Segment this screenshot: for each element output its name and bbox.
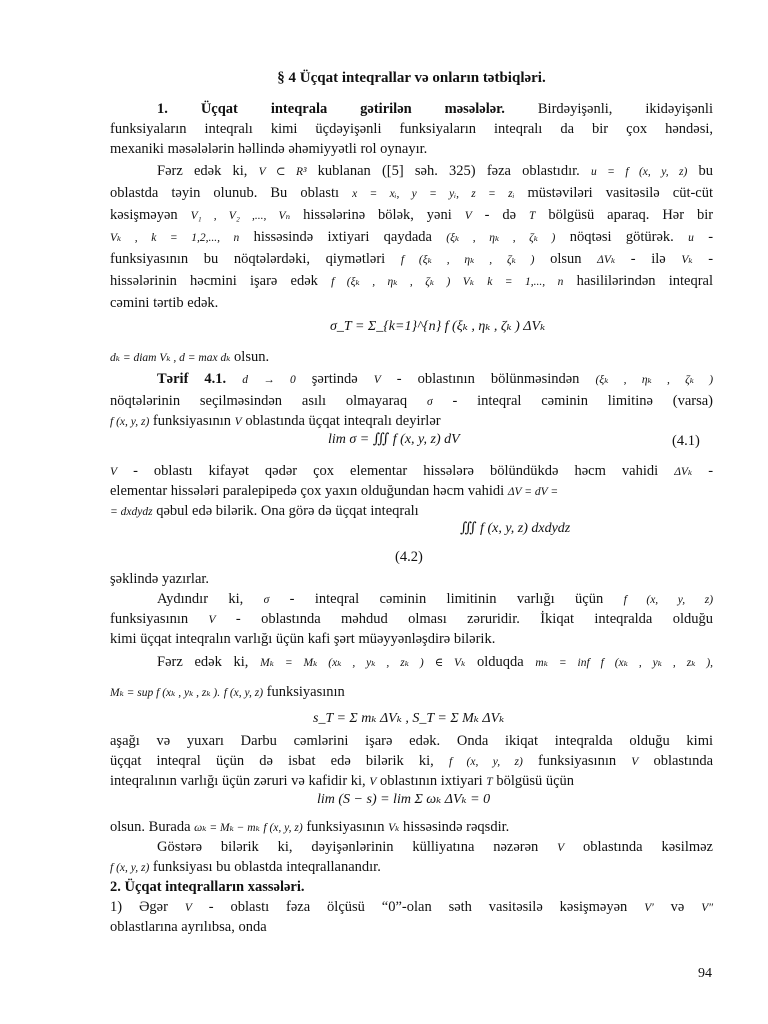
paragraph-line: mexaniki məsələlərin həllində əhəmiyyətli rol oynayır. bbox=[110, 141, 428, 157]
paragraph-line: f (x, y, z) funksiyasının V oblastında üçqat inteqralı deyirlər bbox=[110, 413, 441, 429]
paragraph-line: şəklində yazırlar. bbox=[110, 571, 210, 587]
paragraph-line: Göstərə bilərik ki, dəyişənlərinin külliyatına nəzərən V oblastında kəsilməz bbox=[157, 839, 713, 855]
math-inline: V ⊂ R³ bbox=[258, 166, 307, 178]
math-inline: f (ξₖ , ηₖ , ζₖ ) bbox=[400, 254, 535, 266]
definition-line: Tərif 4.1. d → 0 şərtində V - oblastının bölünməsindən (ξₖ , ηₖ , ζₖ ) bbox=[157, 371, 714, 387]
equation-4-1: lim σ = ∭ f (x, y, z) dV bbox=[328, 432, 460, 447]
section-heading: 2. Üçqat inteqralların xassələri. bbox=[110, 879, 305, 895]
math-inline: V bbox=[184, 902, 192, 914]
math-inline: k = 1,..., n bbox=[487, 276, 564, 288]
math-inline: V bbox=[369, 776, 377, 788]
math-inline: ΔVₖ bbox=[674, 466, 693, 478]
paragraph-line: inteqralının varlığı üçün zəruri və kafidir ki, V oblastının ixtiyari T bölgüsü üçün bbox=[110, 773, 575, 789]
math-inline: Vₖ bbox=[388, 822, 400, 834]
section-heading: 1. Üçqat inteqrala gətirilən məsələlər. bbox=[157, 101, 505, 117]
paragraph-line: V - oblastı kifayət qədər çox elementar hissələrə bölündükdə həcm vahidi ΔVₖ - bbox=[110, 463, 714, 479]
math-inline: f (ξₖ , ηₖ , ζₖ ) Vₖ bbox=[331, 276, 475, 288]
equation-integral-sum: σ_T = Σ_{k=1}^{n} f (ξₖ , ηₖ , ζₖ ) ΔVₖ bbox=[330, 319, 546, 334]
math-inline: ωₖ = Mₖ − mₖ bbox=[194, 822, 260, 834]
math-inline: d → 0 bbox=[242, 374, 296, 386]
paragraph-line: funksiyasının V - oblastında məhdud olması zəruridir. İkiqat inteqralda olduğu bbox=[110, 611, 714, 627]
math-inline: V bbox=[234, 416, 242, 428]
equation-4-2: ∭ f (x, y, z) dxdydz bbox=[460, 521, 571, 536]
page-number: 94 bbox=[698, 966, 712, 981]
definition-label: Tərif 4.1. bbox=[157, 371, 227, 387]
math-inline: f (x, y, z) bbox=[110, 416, 150, 428]
math-inline: σ bbox=[263, 594, 270, 606]
paragraph-line: hissələrinin həcmini işarə edək f (ξₖ , ηₖ , ζₖ ) Vₖ k = 1,..., n hasililərindən inteqral bbox=[110, 273, 714, 289]
math-inline: f (x, y, z) bbox=[223, 687, 264, 699]
math-inline: x = xᵢ, y = yᵢ, z = zᵢ bbox=[352, 188, 515, 200]
paragraph-line: oblastlarına ayrılıbsa, onda bbox=[110, 919, 267, 935]
paragraph-line: elementar hissələri paralepipedə çox yaxın olduğundan həcm vahidi ΔV = dV = bbox=[110, 483, 559, 499]
paragraph-line: oblastda təyin olunub. Bu oblastı x = xᵢ, y = yᵢ, z = zᵢ müstəviləri vasitəsilə cüt-cüt bbox=[110, 185, 714, 201]
paragraph-line: 1) Əgər V - oblastı fəza ölçüsü “0”-olan səth vasitəsilə kəsişməyən V′ və V″ bbox=[110, 899, 714, 915]
math-inline: (ξₖ , ηₖ , ζₖ ) bbox=[446, 232, 556, 244]
math-inline: V bbox=[110, 466, 118, 478]
math-inline: T bbox=[486, 776, 493, 788]
section-title: § 4 Üçqat inteqrallar və onların tətbiqləri. bbox=[277, 70, 546, 86]
paragraph-line: üçqat inteqral üçün də isbat edə bilərik ki, f (x, y, z) funksiyasının V oblastında bbox=[110, 753, 714, 769]
math-inline: ΔV = dV = bbox=[507, 486, 559, 498]
paragraph-line: kəsişməyən V₁ , V₂ ,..., Vₙ hissələrinə bölək, yəni V - də T bölgüsü aparaq. Hər bir bbox=[110, 207, 714, 223]
paragraph-line: Fərz edək ki, Mₖ = Mₖ (xₖ , yₖ , zₖ ) ∈ Vₖ olduqda mₖ = inf f (xₖ , yₖ , zₖ ), bbox=[157, 654, 714, 670]
paragraph-line: olsun. Burada ωₖ = Mₖ − mₖ f (x, y, z) funksiyasının Vₖ hissəsində rəqsdir. bbox=[110, 819, 510, 835]
math-inline: f (x, y, z) bbox=[110, 862, 150, 874]
paragraph-line: Aydındır ki, σ - inteqral cəminin limitinin varlığı üçün f (x, y, z) bbox=[157, 591, 714, 607]
paragraph-line: 1. Üçqat inteqrala gətirilən məsələlər. Birdəyişənli, ikidəyişənli bbox=[157, 101, 713, 117]
paragraph-line: f (x, y, z) funksiyası bu oblastda inteqrallanandır. bbox=[110, 859, 381, 875]
math-inline: V bbox=[373, 374, 381, 386]
math-inline: V bbox=[208, 614, 216, 626]
paragraph-line: funksiyasının bu nöqtələrdəki, qiymətləri f (ξₖ , ηₖ , ζₖ ) olsun ΔVₖ - ilə Vₖ - bbox=[110, 251, 714, 267]
paragraph-line: cəmini tərtib edək. bbox=[110, 295, 219, 311]
math-inline: Vₖ , k = 1,2,..., n bbox=[110, 232, 240, 244]
math-inline: Mₖ = Mₖ (xₖ , yₖ , zₖ ) ∈ Vₖ bbox=[260, 657, 466, 669]
math-inline: ΔVₖ bbox=[597, 254, 616, 266]
math-inline: V bbox=[631, 756, 639, 768]
math-inline: V′ bbox=[644, 902, 654, 914]
paragraph-line: funksiyaların inteqralı kimi üçdəyişənli funksiyaların inteqralı da bir çox həndəsi, bbox=[110, 121, 713, 137]
paragraph-line: = dxdydz qəbul edə bilərik. Ona görə də üçqat inteqralı bbox=[110, 503, 419, 519]
math-inline: V bbox=[464, 210, 472, 222]
equation-number: (4.1) bbox=[672, 433, 700, 449]
paragraph-line: aşağı və yuxarı Darbu cəmlərini işarə edək. Onda ikiqat inteqralda olduğu kimi bbox=[110, 733, 713, 749]
paragraph-line: nöqtələrinin seçilməsindən asılı olmayaraq σ - inteqral cəminin limitinə (varsa) bbox=[110, 393, 713, 409]
math-inline: V₁ , V₂ ,..., Vₙ bbox=[190, 210, 291, 222]
math-inline: T bbox=[529, 210, 536, 222]
math-inline: Vₖ bbox=[681, 254, 693, 266]
equation-limit: lim (S − s) = lim Σ ωₖ ΔVₖ = 0 bbox=[317, 792, 491, 807]
math-inline: dₖ = diam Vₖ , d = max dₖ bbox=[110, 352, 231, 364]
math-inline: f (x, y, z) bbox=[623, 594, 714, 606]
math-inline: V bbox=[557, 842, 565, 854]
math-inline: f (x, y, z) bbox=[448, 756, 523, 768]
equation-darboux-sums: s_T = Σ mₖ ΔVₖ , S_T = Σ Mₖ ΔVₖ bbox=[313, 711, 505, 726]
equation-number: (4.2) bbox=[395, 549, 423, 565]
math-inline: u bbox=[688, 232, 694, 244]
paragraph-line: Vₖ , k = 1,2,..., n hissəsində ixtiyari qaydada (ξₖ , ηₖ , ζₖ ) nöqtəsi götürək. u - bbox=[110, 229, 714, 245]
math-inline: Mₖ = sup f (xₖ , yₖ , zₖ ). bbox=[110, 687, 221, 699]
math-inline: σ bbox=[426, 396, 433, 408]
math-inline: V″ bbox=[701, 902, 714, 914]
math-inline: f (x, y, z) bbox=[263, 822, 303, 834]
math-inline: (ξₖ , ηₖ , ζₖ ) bbox=[595, 374, 714, 386]
paragraph-line: dₖ = diam Vₖ , d = max dₖ olsun. bbox=[110, 349, 270, 365]
math-inline: mₖ = inf f (xₖ , yₖ , zₖ ), bbox=[535, 657, 714, 669]
math-inline: u = f (x, y, z) bbox=[590, 166, 688, 178]
math-inline: = dxdydz bbox=[110, 506, 153, 518]
paragraph-line: Fərz edək ki, V ⊂ R³ kublanan ([5] səh. 325) fəza oblastıdır. u = f (x, y, z) bu bbox=[157, 163, 714, 179]
paragraph-line: kimi üçqat inteqralın varlığı üçün kafi şərt müəyyənləşdirə bilərik. bbox=[110, 631, 496, 647]
paragraph-line: Mₖ = sup f (xₖ , yₖ , zₖ ). f (x, y, z) funksiyasının bbox=[110, 684, 345, 700]
